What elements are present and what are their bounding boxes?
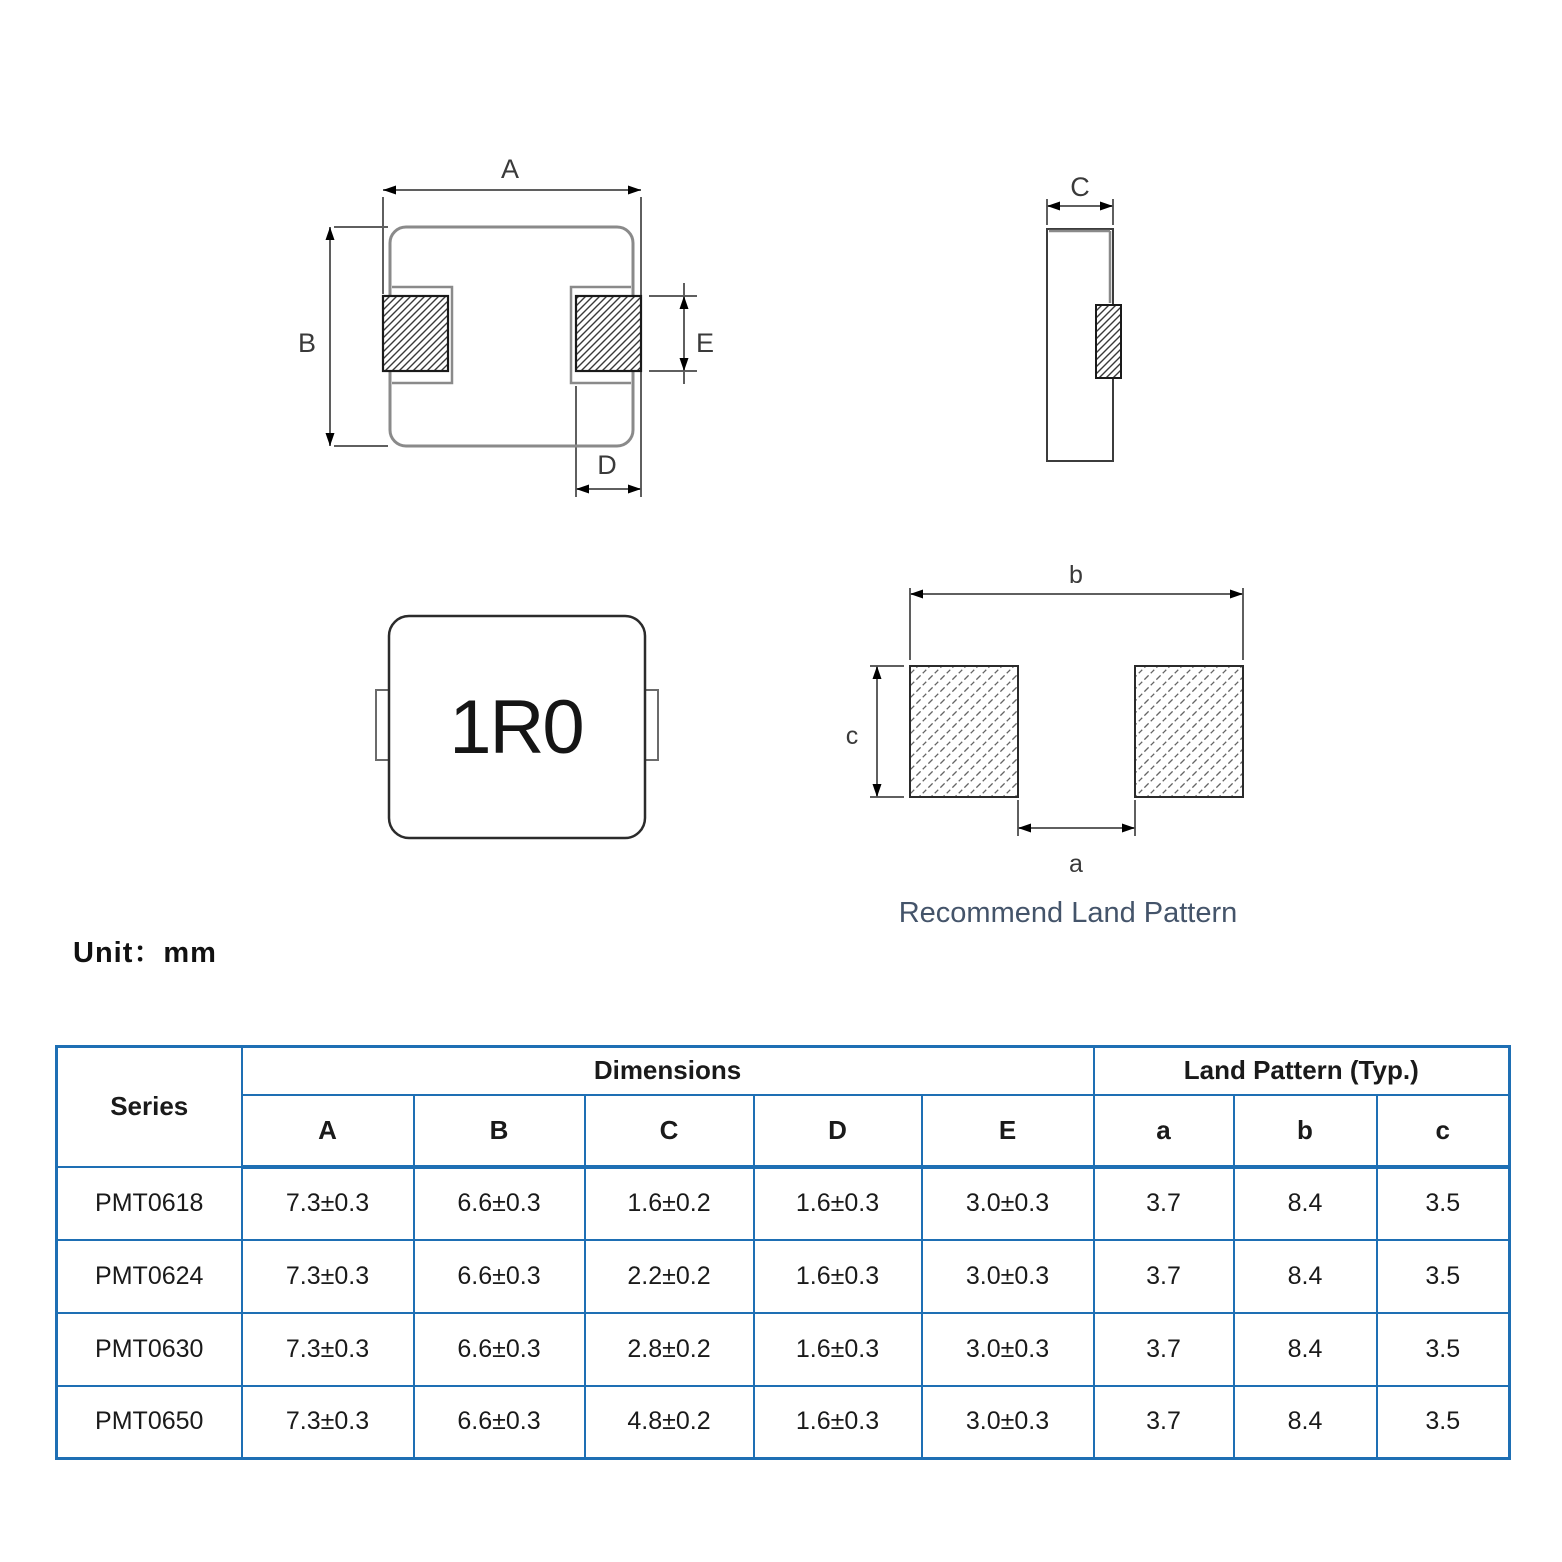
- cell-D: 1.6±0.3: [754, 1167, 922, 1240]
- left-terminal-pad: [383, 296, 448, 371]
- cell-E: 3.0±0.3: [922, 1386, 1094, 1459]
- col-group-land-pattern: Land Pattern (Typ.): [1094, 1047, 1510, 1095]
- front-view-drawing: [298, 154, 714, 497]
- cell-b: 8.4: [1234, 1167, 1377, 1240]
- cell-series: PMT0630: [57, 1313, 242, 1386]
- col-header-a: a: [1094, 1095, 1234, 1167]
- cell-c: 3.5: [1377, 1313, 1510, 1386]
- cell-B: 6.6±0.3: [414, 1167, 585, 1240]
- table-header-row-groups: [57, 1047, 1510, 1095]
- cell-A: 7.3±0.3: [242, 1313, 414, 1386]
- dim-label-a: a: [1069, 850, 1083, 878]
- cell-B: 6.6±0.3: [414, 1313, 585, 1386]
- side-view-drawing: [1047, 172, 1121, 461]
- cell-A: 7.3±0.3: [242, 1167, 414, 1240]
- cell-C: 2.8±0.2: [585, 1313, 754, 1386]
- table-row: [57, 1386, 1510, 1459]
- side-terminal-pad: [1096, 305, 1121, 378]
- dim-label-c: c: [845, 722, 859, 750]
- cell-A: 7.3±0.3: [242, 1386, 414, 1459]
- cell-c: 3.5: [1377, 1240, 1510, 1313]
- dim-label-D: D: [597, 450, 617, 480]
- cell-E: 3.0±0.3: [922, 1240, 1094, 1313]
- dim-label-E: E: [695, 328, 715, 358]
- dim-label-B: B: [297, 328, 317, 358]
- table-row: [57, 1313, 1510, 1386]
- cell-a: 3.7: [1094, 1240, 1234, 1313]
- inductance-marking: 1R0: [449, 685, 583, 770]
- cell-D: 1.6±0.3: [754, 1386, 922, 1459]
- col-group-dimensions: Dimensions: [242, 1047, 1094, 1095]
- cell-a: 3.7: [1094, 1167, 1234, 1240]
- marking-view-drawing: [376, 616, 658, 838]
- cell-C: 4.8±0.2: [585, 1386, 754, 1459]
- dim-label-C: C: [1070, 172, 1090, 202]
- cell-b: 8.4: [1234, 1240, 1377, 1313]
- right-terminal-pad: [576, 296, 641, 371]
- cell-D: 1.6±0.3: [754, 1240, 922, 1313]
- cell-a: 3.7: [1094, 1313, 1234, 1386]
- cell-series: PMT0624: [57, 1240, 242, 1313]
- cell-c: 3.5: [1377, 1386, 1510, 1459]
- cell-C: 1.6±0.2: [585, 1167, 754, 1240]
- table-row: [57, 1240, 1510, 1313]
- cell-B: 6.6±0.3: [414, 1386, 585, 1459]
- col-header-c: c: [1377, 1095, 1510, 1167]
- cell-C: 2.2±0.2: [585, 1240, 754, 1313]
- col-header-E: E: [922, 1095, 1094, 1167]
- cell-D: 1.6±0.3: [754, 1313, 922, 1386]
- dimensions-table: [55, 1045, 1511, 1460]
- cell-E: 3.0±0.3: [922, 1313, 1094, 1386]
- cell-A: 7.3±0.3: [242, 1240, 414, 1313]
- dim-label-b: b: [1069, 561, 1083, 589]
- col-header-D: D: [754, 1095, 922, 1167]
- cell-B: 6.6±0.3: [414, 1240, 585, 1313]
- cell-c: 3.5: [1377, 1167, 1510, 1240]
- right-land-pad: [1135, 666, 1243, 797]
- cell-b: 8.4: [1234, 1313, 1377, 1386]
- col-header-A: A: [242, 1095, 414, 1167]
- dim-label-A: A: [500, 154, 520, 184]
- land-pattern-drawing: [846, 561, 1243, 929]
- col-header-C: C: [585, 1095, 754, 1167]
- cell-E: 3.0±0.3: [922, 1167, 1094, 1240]
- left-land-pad: [910, 666, 1018, 797]
- cell-a: 3.7: [1094, 1386, 1234, 1459]
- table-header-row-letters: [57, 1095, 1510, 1167]
- unit-note: Unit：mm: [73, 937, 217, 969]
- col-header-B: B: [414, 1095, 585, 1167]
- table-row: [57, 1167, 1510, 1240]
- col-header-series: Series: [57, 1047, 242, 1167]
- land-pattern-caption: Recommend Land Pattern: [898, 897, 1238, 929]
- col-header-b: b: [1234, 1095, 1377, 1167]
- cell-series: PMT0618: [57, 1167, 242, 1240]
- cell-b: 8.4: [1234, 1386, 1377, 1459]
- cell-series: PMT0650: [57, 1386, 242, 1459]
